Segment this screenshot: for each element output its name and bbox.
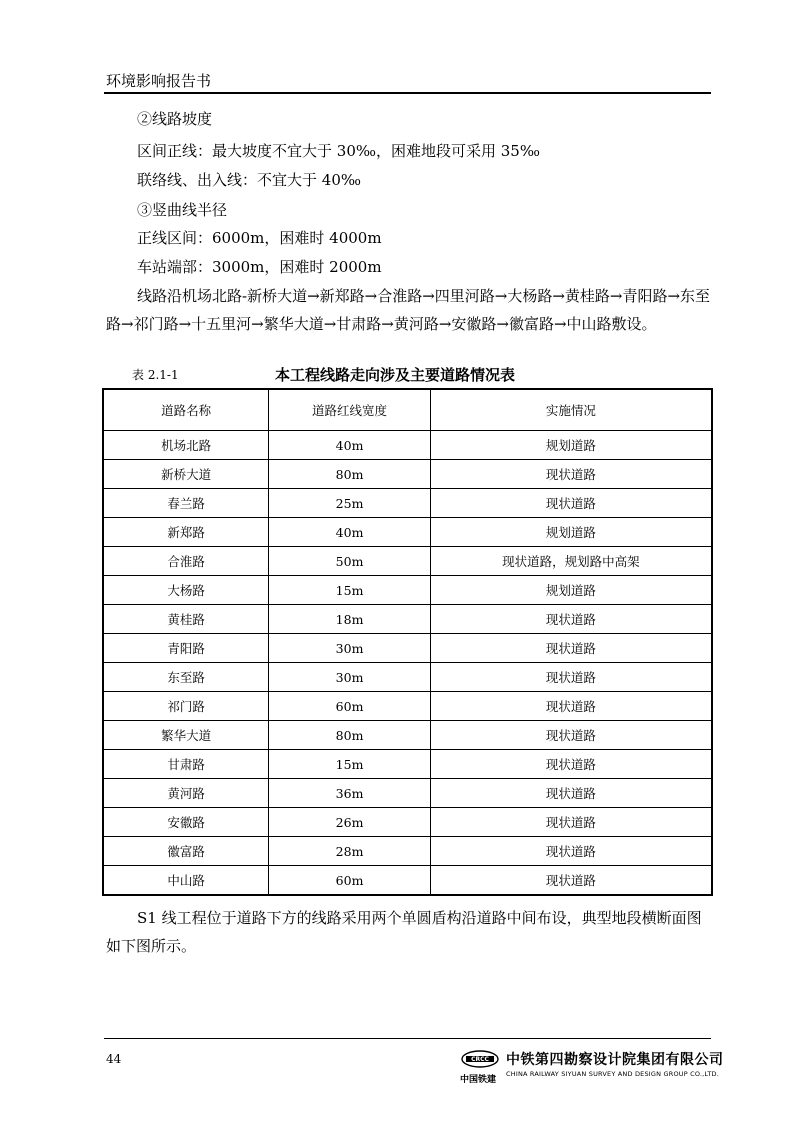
table-row [103, 576, 712, 605]
footer-divider [104, 1038, 711, 1039]
cell-status: 现状道路 [430, 634, 712, 663]
cell-width: 36m [269, 779, 431, 808]
svg-text:CRCC: CRCC [471, 1056, 489, 1063]
table-header-row [103, 389, 712, 431]
cell-status: 规划道路 [430, 431, 712, 460]
cell-road-name: 新桥大道 [103, 460, 269, 489]
header-implementation-status: 实施情况 [430, 389, 712, 431]
cell-width: 30m [269, 634, 431, 663]
cell-status: 现状道路 [430, 779, 712, 808]
cell-width: 15m [269, 750, 431, 779]
cell-width: 40m [269, 431, 431, 460]
cell-status: 现状道路 [430, 721, 712, 750]
table-row [103, 634, 712, 663]
cell-road-name: 合淮路 [103, 547, 269, 576]
cell-road-name: 甘肃路 [103, 750, 269, 779]
cell-width: 28m [269, 837, 431, 866]
cell-road-name: 青阳路 [103, 634, 269, 663]
table-row [103, 547, 712, 576]
table-row [103, 431, 712, 460]
page-number: 44 [106, 1052, 122, 1066]
cell-road-name: 春兰路 [103, 489, 269, 518]
table-row [103, 605, 712, 634]
table-row [103, 489, 712, 518]
cell-road-name: 大杨路 [103, 576, 269, 605]
cell-status: 现状道路 [430, 605, 712, 634]
cell-status: 现状道路 [430, 808, 712, 837]
cell-width: 60m [269, 866, 431, 896]
cell-road-name: 黄桂路 [103, 605, 269, 634]
cell-status: 现状道路 [430, 750, 712, 779]
cell-width: 26m [269, 808, 431, 837]
table-row [103, 750, 712, 779]
header-divider [104, 92, 711, 94]
cell-status: 现状道路 [430, 692, 712, 721]
cell-width: 80m [269, 460, 431, 489]
cell-status: 规划道路 [430, 576, 712, 605]
cell-width: 18m [269, 605, 431, 634]
cell-status: 现状道路 [430, 489, 712, 518]
subheading-vertical-curve: ③竖曲线半径 [137, 201, 228, 219]
text-connecting-line-gradient: 联络线、出入线：不宜大于 40‰ [137, 171, 361, 189]
cell-status: 现状道路 [430, 837, 712, 866]
cell-road-name: 安徽路 [103, 808, 269, 837]
table-row [103, 721, 712, 750]
text-mainline-radius: 正线区间：6000m，困难时 4000m [137, 229, 382, 247]
cell-status: 规划道路 [430, 518, 712, 547]
cell-road-name: 新郑路 [103, 518, 269, 547]
roads-table [102, 388, 713, 896]
text-shield-tunnel-description: S1 线工程位于道路下方的线路采用两个单圆盾构沿道路中间布设，典型地段横断面图如下图所示。 [106, 909, 702, 955]
cell-status: 现状道路 [430, 866, 712, 896]
cell-width: 40m [269, 518, 431, 547]
table-row [103, 866, 712, 896]
header-road-name: 道路名称 [103, 389, 269, 431]
cell-width: 30m [269, 663, 431, 692]
table-row [103, 518, 712, 547]
table-row [103, 460, 712, 489]
cell-road-name: 繁华大道 [103, 721, 269, 750]
table-row [103, 808, 712, 837]
text-station-radius: 车站端部：3000m，困难时 2000m [137, 258, 382, 276]
cell-width: 80m [269, 721, 431, 750]
cell-width: 25m [269, 489, 431, 518]
report-header-title: 环境影响报告书 [106, 72, 212, 90]
cell-road-name: 徽富路 [103, 837, 269, 866]
cell-status: 现状道路 [430, 663, 712, 692]
table-row [103, 663, 712, 692]
table-row [103, 837, 712, 866]
cell-width: 15m [269, 576, 431, 605]
cell-width: 50m [269, 547, 431, 576]
header-red-line-width: 道路红线宽度 [269, 389, 431, 431]
table-number: 表 2.1-1 [132, 368, 179, 382]
text-route-description: 线路沿机场北路-新桥大道→新郑路→合淮路→四里河路→大杨路→黄桂路→青阳路→东至路→祁门路→十五里河→繁华大道→甘肃路→黄河路→安徽路→徽富路→中山路敷设。 [106, 287, 711, 333]
table-title: 本工程线路走向涉及主要道路情况表 [275, 366, 516, 384]
cell-road-name: 祁门路 [103, 692, 269, 721]
cell-status: 现状道路，规划路中高架 [430, 547, 712, 576]
company-name-en: CHINA RAILWAY SIYUAN SURVEY AND DESIGN GROUP CO.,LTD. [506, 1070, 719, 1078]
cell-road-name: 东至路 [103, 663, 269, 692]
cell-road-name: 中山路 [103, 866, 269, 896]
logo-text: 中国铁建 [460, 1075, 497, 1085]
text-mainline-gradient: 区间正线：最大坡度不宜大于 30‰，困难地段可采用 35‰ [137, 142, 540, 160]
company-name-cn: 中铁第四勘察设计院集团有限公司 [506, 1052, 724, 1068]
cell-road-name: 机场北路 [103, 431, 269, 460]
table-row [103, 779, 712, 808]
cell-road-name: 黄河路 [103, 779, 269, 808]
cell-status: 现状道路 [430, 460, 712, 489]
subheading-gradient: ②线路坡度 [137, 110, 213, 128]
table-row [103, 692, 712, 721]
cell-width: 60m [269, 692, 431, 721]
